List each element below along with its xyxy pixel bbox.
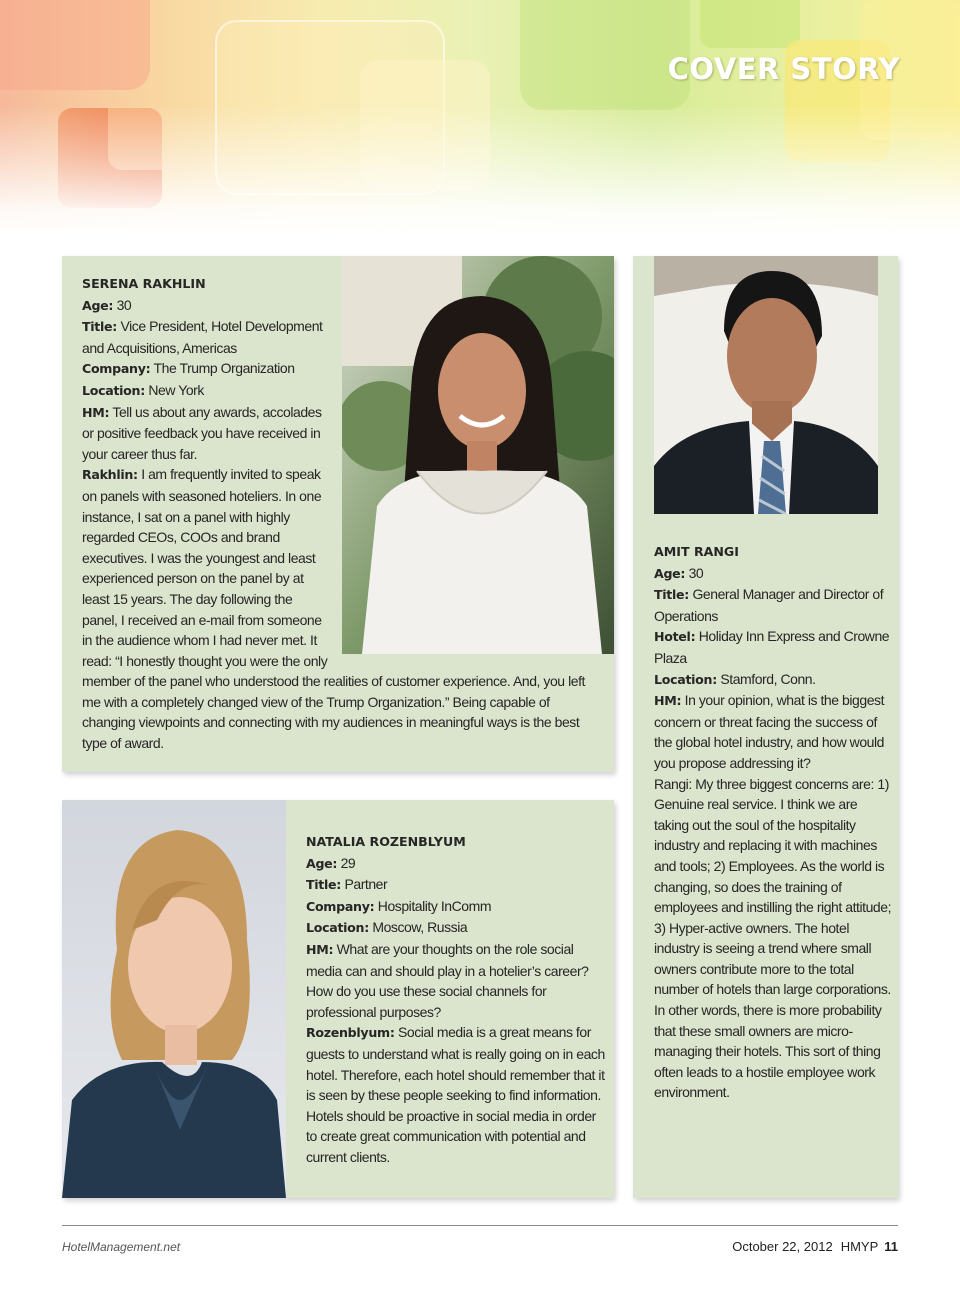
field-label: Company:: [306, 898, 375, 914]
profile-name: SERENA RAKHLIN: [82, 276, 206, 291]
banner-shape-orange-light: [108, 108, 162, 170]
photo-serena: [342, 256, 614, 654]
profile-name: NATALIA ROZENBLYUM: [306, 834, 466, 849]
field-label: Location:: [82, 382, 145, 398]
footer-website: HotelManagement.net: [62, 1240, 181, 1254]
question-text: What are your thoughts on the role social media can and should play in a hotelier’s career? How do you use these social channels for professional purposes?: [306, 940, 589, 1020]
age-value: 30: [685, 564, 704, 581]
hotel-value: Holiday Inn Express and Crowne Plaza: [654, 628, 890, 666]
title-value: Partner: [341, 876, 388, 893]
banner-shape: [215, 20, 445, 195]
location-value: New York: [144, 381, 204, 398]
profile-card-serena: [62, 256, 614, 772]
field-label: Title:: [654, 587, 690, 603]
profile-text-serena: [82, 273, 602, 754]
question-label: HM:: [654, 693, 682, 709]
profile-name: AMIT RANGI: [654, 544, 739, 559]
answer-label: Rakhlin:: [82, 467, 138, 483]
field-label: Age:: [82, 297, 114, 313]
field-label: Hotel:: [654, 629, 696, 645]
footer-rule: [62, 1225, 898, 1226]
banner-shape: [700, 0, 800, 48]
title-value: Vice President, Hotel Development and Acquisitions, Americas: [82, 318, 323, 356]
banner-shape-orange: [58, 108, 162, 208]
field-label: Title:: [82, 319, 118, 335]
company-value: The Trump Organization: [150, 360, 295, 377]
footer-date: October 22, 2012: [732, 1239, 833, 1254]
question-label: HM:: [82, 404, 110, 420]
photo-amit: [654, 256, 878, 514]
field-label: Age:: [654, 565, 686, 581]
location-value: Moscow, Russia: [368, 919, 468, 936]
photo-natalia: [62, 800, 286, 1198]
question-text: In your opinion, what is the biggest concern or threat facing the success of the global hotel industry, and how would you propose addressing it?: [654, 692, 885, 771]
company-value: Hospitality InComm: [374, 897, 492, 914]
banner-shape: [520, 0, 690, 110]
title-value: General Manager and Director of Operations: [654, 586, 884, 624]
location-value: Stamford, Conn.: [716, 670, 816, 687]
banner-shape: [360, 60, 490, 190]
footer-magazine: HMYP: [840, 1239, 879, 1254]
profile-text-amit: [654, 541, 894, 1103]
field-label: Age:: [306, 855, 338, 871]
page-number: 11: [884, 1239, 898, 1254]
question-text: Tell us about any awards, accolades or positive feedback you have received in your career thus far.: [82, 403, 322, 462]
age-value: 29: [337, 854, 356, 871]
answer-label: Rozenblyum:: [306, 1025, 395, 1041]
answer-text: I am frequently invited to speak on panels with seasoned hoteliers. In one instance, I sat on a panel with highly regarded CEOs, COOs and brand executives. I was the youngest and least experienced person on the panel by at least 15 years. The day following the panel, I received an e-mail from someone in the audience whom I had never met. It read: “I honestly thought you were the only member of the panel who understood the realities of customer experience. And, you left me with a completely changed view of the Trump Organization.” Being capable of changing viewpoints and connecting with my audiences in meaningful ways is the best type of award.: [82, 466, 585, 752]
section-label: COVER STORY: [667, 52, 900, 86]
footer-info: [732, 1239, 898, 1254]
header-banner: [0, 0, 960, 235]
profile-text-natalia: [306, 831, 606, 1168]
answer-text: Rangi: My three biggest concerns are: 1) Genuine real service. I think we are taking out the soul of the hospitality industry and replacing it with machines and tools; 2) Employees. As the world is changing, so does the training of employees and instilling the right attitude; 3) Hyper-active owners. The hotel industry is seeing a trend where small owners contribute more to the total number of hotels than large corporations. In other words, there is more probability that these small owners are micro-managing their hotels. This sort of thing often leads to a hostile employee work environment.: [654, 775, 892, 1101]
answer-text: Social media is a great means for guests to understand what is really going on in each hotel. Therefore, each hotel should remember that it is seen by these people seeking to find information. Hotels should be proactive in social media in order to create great communication with potential and current clients.: [306, 1024, 605, 1165]
field-label: Company:: [82, 361, 151, 377]
field-label: Title:: [306, 877, 342, 893]
question-label: HM:: [306, 941, 334, 957]
field-label: Location:: [306, 920, 369, 936]
banner-shape: [0, 0, 150, 90]
age-value: 30: [113, 296, 132, 313]
field-label: Location:: [654, 671, 717, 687]
